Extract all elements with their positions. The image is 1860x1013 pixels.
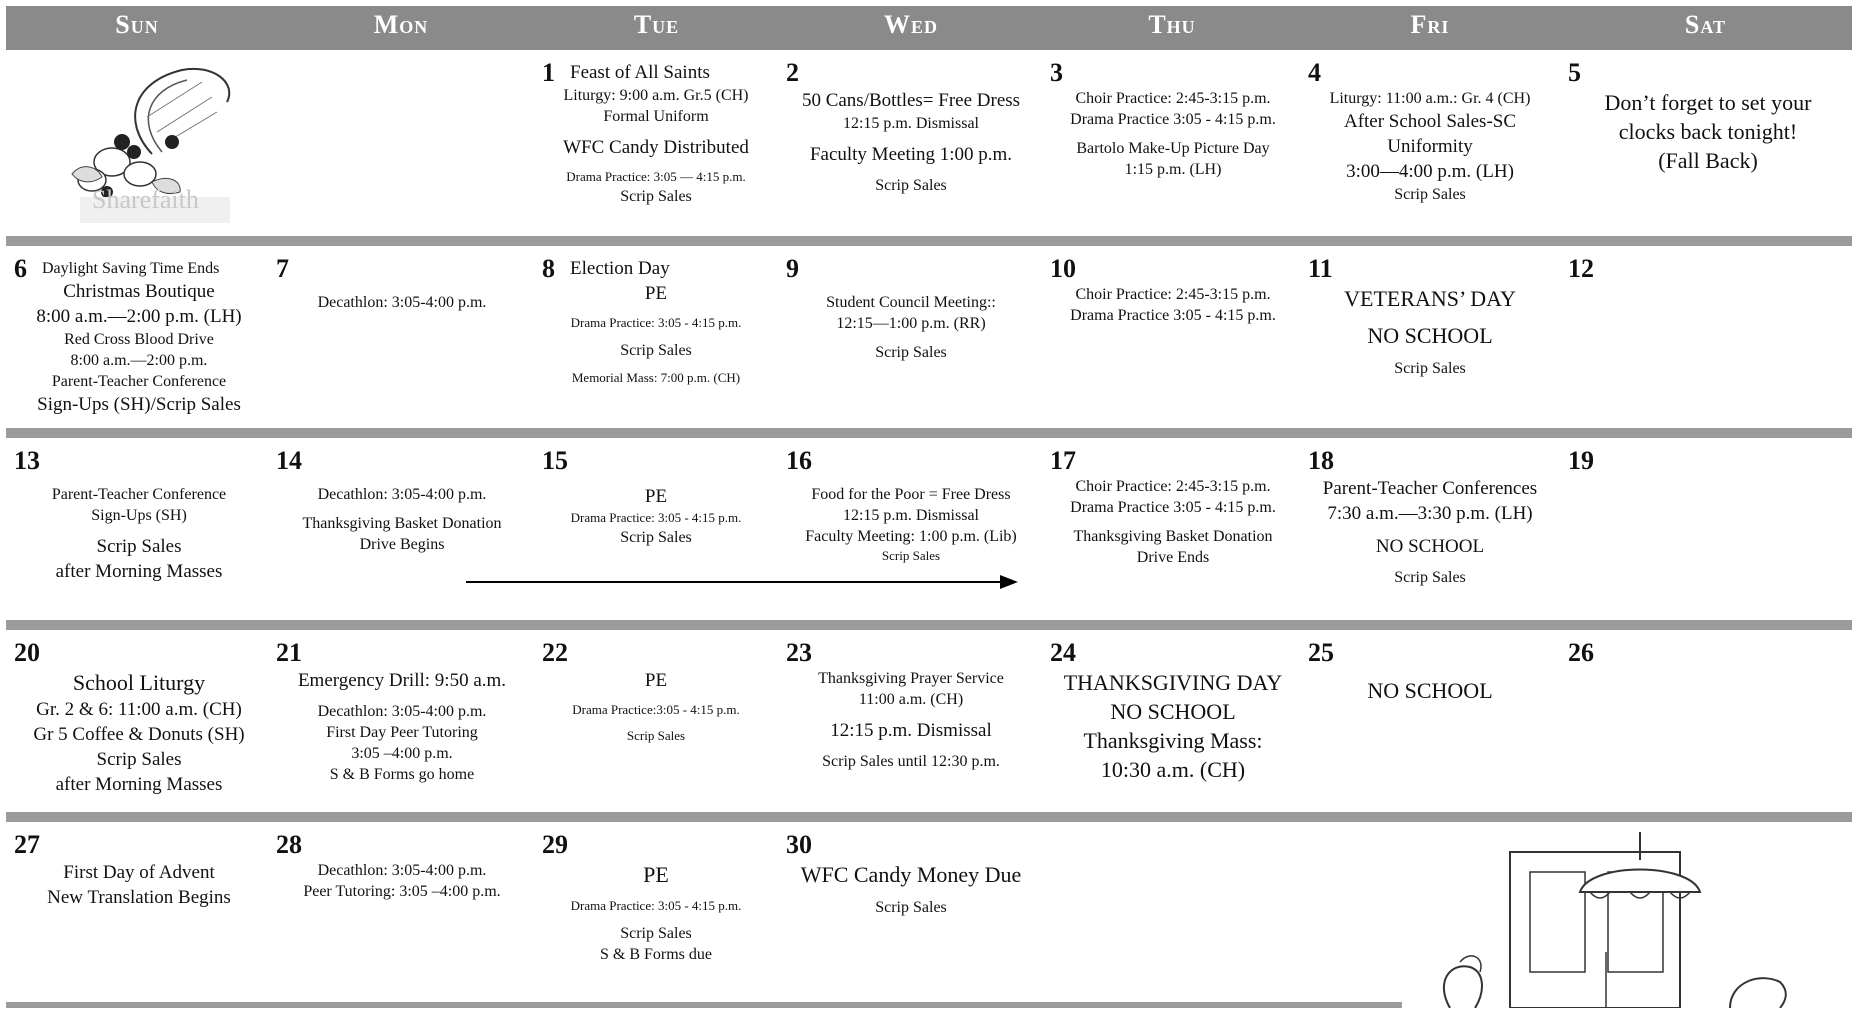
event-line: Drama Practice: 3:05 - 4:15 p.m. bbox=[570, 898, 742, 913]
day-number: 9 bbox=[786, 254, 799, 283]
day-number: 3 bbox=[1050, 58, 1063, 87]
week-separator bbox=[6, 1002, 1402, 1008]
event-line: Scrip Sales bbox=[875, 177, 947, 194]
event-line: Scrip Sales bbox=[620, 925, 692, 942]
event-line: Christmas Boutique bbox=[63, 281, 215, 302]
event-line: Memorial Mass: 7:00 p.m. (CH) bbox=[571, 370, 741, 385]
event-line: 7:30 a.m.—3:30 p.m. (LH) bbox=[1327, 503, 1533, 524]
event-line: Drama Practice 3:05 - 4:15 p.m. bbox=[1070, 499, 1276, 516]
event-line: NO SCHOOL bbox=[1367, 678, 1493, 703]
event-line: 12:15 p.m. Dismissal bbox=[830, 720, 992, 741]
event-line: Thanksgiving Basket Donation bbox=[302, 515, 502, 532]
week-separator bbox=[6, 428, 1852, 438]
event-line: Drama Practice 3:05 - 4:15 p.m. bbox=[1070, 111, 1276, 128]
event-line: Bartolo Make-Up Picture Day bbox=[1076, 140, 1270, 157]
event-line: Scrip Sales bbox=[626, 728, 686, 743]
day-cell bbox=[786, 640, 1036, 772]
event-line: PE bbox=[643, 862, 669, 887]
sharefaith-watermark: Sharefaith bbox=[92, 185, 199, 214]
event-line: VETERANS’ DAY bbox=[1344, 286, 1516, 311]
event-line: Peer Tutoring: 3:05 –4:00 p.m. bbox=[303, 883, 501, 900]
week-separator bbox=[6, 236, 1852, 246]
header-sunday: Sun bbox=[115, 10, 159, 39]
event-line: Student Council Meeting:: bbox=[826, 294, 996, 311]
event-line: PE bbox=[644, 283, 668, 304]
header-friday: Fri bbox=[1410, 10, 1450, 39]
event-line: Choir Practice: 2:45-3:15 p.m. bbox=[1075, 90, 1271, 107]
event-line: First Day of Advent bbox=[63, 862, 215, 883]
event-line: Thanksgiving Prayer Service bbox=[818, 670, 1004, 687]
event-line: Scrip Sales bbox=[620, 529, 692, 546]
week-separator bbox=[6, 812, 1852, 822]
event-line: 1:15 p.m. (LH) bbox=[1124, 161, 1222, 178]
day-cell bbox=[1308, 60, 1552, 205]
day-number: 10 bbox=[1050, 254, 1076, 283]
event-line: PE bbox=[644, 670, 668, 691]
day-cell bbox=[276, 832, 528, 902]
day-number: 19 bbox=[1568, 446, 1594, 475]
header-saturday: Sat bbox=[1684, 10, 1727, 39]
header-monday: Mon bbox=[373, 10, 429, 39]
day-cell bbox=[276, 448, 528, 555]
day-number: 28 bbox=[276, 830, 302, 859]
event-line: 8:00 a.m.—2:00 p.m. (LH) bbox=[36, 306, 242, 327]
day-cell bbox=[14, 640, 264, 797]
event-line: Faculty Meeting 1:00 p.m. bbox=[809, 144, 1013, 165]
event-line: Decathlon: 3:05-4:00 p.m. bbox=[317, 294, 487, 311]
day-number: 25 bbox=[1308, 638, 1334, 667]
event-title: Feast of All Saints bbox=[570, 62, 710, 83]
day-cell bbox=[1050, 60, 1296, 180]
day-number: 2 bbox=[786, 58, 799, 87]
day-number: 12 bbox=[1568, 254, 1594, 283]
event-line: Drama Practice 3:05 - 4:15 p.m. bbox=[1070, 307, 1276, 324]
event-line: Scrip Sales bbox=[1394, 569, 1466, 586]
event-line: First Day Peer Tutoring bbox=[326, 724, 478, 741]
event-line: Decathlon: 3:05-4:00 p.m. bbox=[317, 703, 487, 720]
day-cell bbox=[786, 256, 1036, 363]
day-cell bbox=[1308, 448, 1552, 588]
event-line: 10:30 a.m. (CH) bbox=[1100, 757, 1246, 782]
event-line: Scrip Sales bbox=[1394, 186, 1466, 203]
day-cell bbox=[1308, 256, 1552, 379]
event-line: School Liturgy bbox=[72, 670, 206, 695]
day-cell bbox=[786, 832, 1036, 918]
event-line: 12:15 p.m. Dismissal bbox=[842, 507, 979, 524]
day-cell bbox=[1568, 256, 1848, 284]
day-cell bbox=[1568, 448, 1848, 476]
event-line: Parent-Teacher Conference bbox=[51, 373, 227, 390]
event-line: 12:15 p.m. Dismissal bbox=[842, 115, 979, 132]
event-line: Faculty Meeting: 1:00 p.m. (Lib) bbox=[805, 528, 1017, 545]
day-number: 14 bbox=[276, 446, 302, 475]
event-line: (Fall Back) bbox=[1658, 148, 1758, 173]
event-line: S & B Forms go home bbox=[329, 766, 475, 783]
day-cell bbox=[1050, 256, 1296, 326]
event-line: Red Cross Blood Drive bbox=[64, 331, 214, 348]
day-number: 8 bbox=[542, 254, 555, 283]
day-number: 22 bbox=[542, 638, 568, 667]
event-line: NO SCHOOL bbox=[1367, 323, 1493, 348]
header-notch bbox=[6, 0, 731, 6]
event-line: New Translation Begins bbox=[47, 887, 231, 908]
header-thursday: Thu bbox=[1148, 10, 1196, 39]
event-line: Gr 5 Coffee & Donuts (SH) bbox=[33, 724, 245, 745]
event-line: clocks back tonight! bbox=[1618, 119, 1798, 144]
event-line: Scrip Sales bbox=[620, 342, 692, 359]
event-line: WFC Candy Distributed bbox=[563, 137, 749, 158]
day-number: 16 bbox=[786, 446, 812, 475]
day-number: 6 bbox=[14, 254, 27, 283]
event-line: Scrip Sales until 12:30 p.m. bbox=[822, 753, 1000, 770]
event-line: Liturgy: 9:00 a.m. Gr.5 (CH) bbox=[563, 87, 749, 104]
day-cell bbox=[1568, 640, 1848, 668]
day-cell bbox=[786, 448, 1036, 565]
event-line: Food for the Poor = Free Dress bbox=[811, 486, 1011, 503]
day-number: 27 bbox=[14, 830, 40, 859]
event-line: Scrip Sales bbox=[881, 548, 941, 563]
day-number: 24 bbox=[1050, 638, 1076, 667]
day-number: 23 bbox=[786, 638, 812, 667]
event-line: S & B Forms due bbox=[599, 946, 712, 963]
event-line: Scrip Sales bbox=[875, 344, 947, 361]
day-number: 26 bbox=[1568, 638, 1594, 667]
event-line: Sign-Ups (SH) bbox=[91, 507, 187, 524]
event-line: Decathlon: 3:05-4:00 p.m. bbox=[317, 862, 487, 879]
event-line: PE bbox=[644, 486, 668, 507]
thanksgiving-drive-arrow bbox=[460, 572, 1022, 592]
event-line: NO SCHOOL bbox=[1375, 536, 1485, 557]
event-line: Scrip Sales bbox=[620, 188, 692, 205]
day-number: 17 bbox=[1050, 446, 1076, 475]
event-line: 12:15—1:00 p.m. (RR) bbox=[836, 315, 986, 332]
day-cell bbox=[1568, 60, 1848, 175]
day-cell bbox=[542, 448, 770, 548]
event-line: After School Sales-SC bbox=[1343, 111, 1517, 132]
day-cell bbox=[14, 256, 264, 417]
day-number: 13 bbox=[14, 446, 40, 475]
day-number: 5 bbox=[1568, 58, 1581, 87]
event-line: Sign-Ups (SH)/Scrip Sales bbox=[37, 394, 241, 415]
day-cell bbox=[276, 256, 528, 313]
header-wednesday: Wed bbox=[883, 10, 938, 39]
cornucopia-illustration bbox=[52, 62, 242, 224]
day-cell bbox=[542, 60, 770, 207]
event-line: Thanksgiving Mass: bbox=[1083, 728, 1263, 753]
event-line: 8:00 a.m.—2:00 p.m. bbox=[70, 352, 208, 369]
event-line: NO SCHOOL bbox=[1110, 699, 1236, 724]
event-line: Don’t forget to set your bbox=[1604, 90, 1812, 115]
event-line: Drive Ends bbox=[1136, 549, 1210, 566]
event-line: Scrip Sales bbox=[96, 536, 182, 557]
dinner-table-illustration bbox=[1430, 832, 1810, 1008]
day-cell bbox=[542, 832, 770, 965]
day-number: 15 bbox=[542, 446, 568, 475]
day-number: 30 bbox=[786, 830, 812, 859]
header-tuesday: Tue bbox=[633, 10, 680, 39]
family-dinner-icon bbox=[1430, 832, 1810, 1008]
event-line: Parent-Teacher Conferences bbox=[1322, 478, 1538, 499]
event-line: THANKSGIVING DAY bbox=[1063, 670, 1283, 695]
day-number: 21 bbox=[276, 638, 302, 667]
event-line: after Morning Masses bbox=[55, 561, 223, 582]
event-line: after Morning Masses bbox=[55, 774, 223, 795]
event-line: Formal Uniform bbox=[603, 108, 709, 125]
event-title: Daylight Saving Time Ends bbox=[42, 260, 220, 277]
event-line: 3:00—4:00 p.m. (LH) bbox=[1346, 161, 1514, 182]
event-line: Decathlon: 3:05-4:00 p.m. bbox=[317, 486, 487, 503]
day-cell bbox=[786, 60, 1036, 196]
day-number: 20 bbox=[14, 638, 40, 667]
day-number: 11 bbox=[1308, 254, 1333, 283]
day-cell bbox=[1308, 640, 1552, 705]
event-line: 11:00 a.m. (CH) bbox=[858, 691, 964, 708]
day-cell bbox=[542, 256, 770, 387]
event-line: Uniformity bbox=[1387, 136, 1473, 157]
event-line: Parent-Teacher Conference bbox=[51, 486, 227, 503]
event-line: 50 Cans/Bottles= Free Dress bbox=[801, 90, 1021, 111]
event-line: 3:05 –4:00 p.m. bbox=[351, 745, 453, 762]
event-line: Choir Practice: 2:45-3:15 p.m. bbox=[1075, 478, 1271, 495]
day-number: 29 bbox=[542, 830, 568, 859]
day-cell bbox=[542, 640, 770, 745]
event-line: Scrip Sales bbox=[96, 749, 182, 770]
day-cell bbox=[1050, 640, 1296, 784]
day-number: 4 bbox=[1308, 58, 1321, 87]
day-cell bbox=[1050, 448, 1296, 568]
day-cell bbox=[14, 832, 264, 910]
event-line: Drama Practice: 3:05 — 4:15 p.m. bbox=[566, 169, 746, 184]
event-line: Thanksgiving Basket Donation bbox=[1073, 528, 1273, 545]
day-cell bbox=[14, 448, 264, 584]
day-number: 1 bbox=[542, 58, 555, 87]
event-line: WFC Candy Money Due bbox=[800, 862, 1022, 887]
event-line: Gr. 2 & 6: 11:00 a.m. (CH) bbox=[36, 699, 242, 720]
event-line: Emergency Drill: 9:50 a.m. bbox=[297, 670, 507, 691]
event-line: Choir Practice: 2:45-3:15 p.m. bbox=[1075, 286, 1271, 303]
event-line: Drama Practice:3:05 - 4:15 p.m. bbox=[572, 702, 740, 717]
day-number: 7 bbox=[276, 254, 289, 283]
event-line: Drive Begins bbox=[359, 536, 445, 553]
day-number: 18 bbox=[1308, 446, 1334, 475]
event-line: Drama Practice: 3:05 - 4:15 p.m. bbox=[570, 315, 742, 330]
event-title: Election Day bbox=[570, 258, 670, 279]
week-separator bbox=[6, 620, 1852, 630]
day-cell bbox=[276, 640, 528, 785]
event-line: Liturgy: 11:00 a.m.: Gr. 4 (CH) bbox=[1329, 90, 1531, 107]
event-line: Scrip Sales bbox=[875, 899, 947, 916]
event-line: Drama Practice: 3:05 - 4:15 p.m. bbox=[570, 510, 742, 525]
event-line: Scrip Sales bbox=[1394, 360, 1466, 377]
